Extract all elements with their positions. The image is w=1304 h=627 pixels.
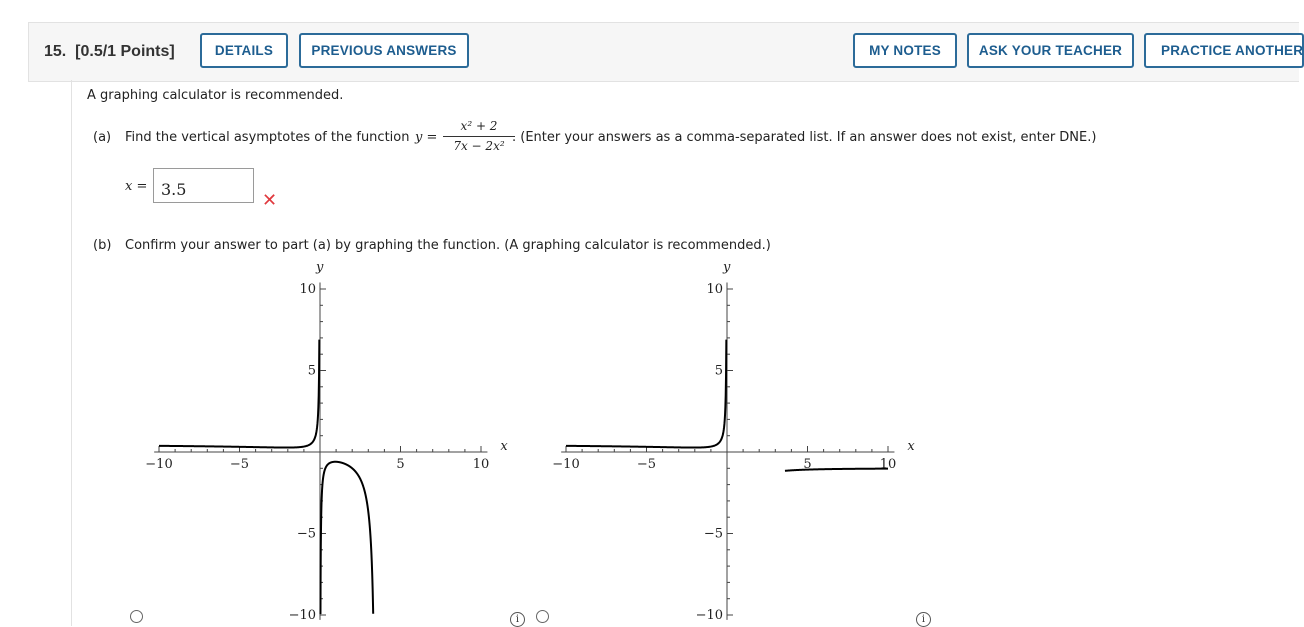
ask-your-teacher-button[interactable]: ASK YOUR TEACHER bbox=[967, 33, 1134, 68]
function-fraction bbox=[443, 118, 515, 154]
curve bbox=[159, 340, 319, 448]
y-tick-label: −10 bbox=[288, 608, 316, 623]
intro-text: A graphing calculator is recommended. bbox=[87, 88, 344, 103]
curve bbox=[566, 340, 726, 448]
question-number: 15. [0.5/1 Points] bbox=[44, 43, 175, 60]
curve bbox=[320, 462, 373, 614]
y-tick-label: −5 bbox=[703, 526, 723, 542]
x-tick-label: −10 bbox=[145, 457, 173, 472]
my-notes-button[interactable]: MY NOTES bbox=[853, 33, 957, 68]
x-axis-label: x bbox=[500, 439, 508, 454]
fraction-bar bbox=[443, 136, 515, 137]
part-a-prompt: Find the vertical asymptotes of the function bbox=[125, 130, 410, 145]
x-tick-label: −5 bbox=[636, 457, 657, 472]
graph-option-2 bbox=[547, 262, 917, 626]
x-axis-label: x bbox=[907, 439, 915, 454]
curve bbox=[785, 469, 888, 471]
graph-1-svg bbox=[140, 262, 510, 626]
x-tick-label: −10 bbox=[552, 457, 580, 472]
answer-label: x = bbox=[125, 179, 148, 194]
y-tick-label: −5 bbox=[296, 526, 316, 542]
y-tick-label: 5 bbox=[307, 363, 316, 379]
part-a-label: (a) bbox=[93, 130, 112, 145]
question-header bbox=[28, 22, 1304, 82]
info-icon[interactable]: i bbox=[510, 612, 525, 627]
practice-another-button[interactable]: PRACTICE ANOTHER bbox=[1144, 33, 1304, 68]
y-tick-label: 10 bbox=[706, 282, 723, 297]
x-tick-label: 10 bbox=[472, 457, 490, 472]
radio-option-1[interactable] bbox=[130, 610, 143, 623]
y-axis-label: y bbox=[316, 260, 324, 276]
previous-answers-button[interactable]: PREVIOUS ANSWERS bbox=[299, 33, 469, 68]
x-tick-label: −5 bbox=[229, 457, 250, 472]
x-tick-label: 5 bbox=[396, 457, 405, 472]
question-points: [0.5/1 Points] bbox=[75, 43, 175, 60]
incorrect-x-icon: ✕ bbox=[262, 190, 278, 211]
fraction-denominator: 7x − 2x² bbox=[453, 139, 505, 153]
part-b-label: (b) bbox=[93, 238, 112, 253]
x-tick-label: 5 bbox=[803, 457, 812, 472]
y-tick-label: −10 bbox=[695, 608, 723, 623]
radio-option-2[interactable] bbox=[536, 610, 549, 623]
y-tick-label: 10 bbox=[299, 282, 316, 297]
graph-option-1 bbox=[140, 262, 510, 626]
y-tick-label: 5 bbox=[714, 363, 723, 379]
y-equals: y = bbox=[415, 130, 438, 145]
info-icon[interactable]: i bbox=[916, 612, 931, 627]
fraction-numerator: x² + 2 bbox=[460, 119, 498, 133]
part-a-instructions: . (Enter your answers as a comma-separated list. If an answer does not exist, enter DNE.) bbox=[512, 130, 1097, 145]
y-axis-label: y bbox=[723, 260, 731, 276]
part-b-prompt: Confirm your answer to part (a) by graphing the function. (A graphing calculator is recommended.) bbox=[125, 238, 771, 253]
details-button[interactable]: DETAILS bbox=[200, 33, 288, 68]
x-tick-label: 10 bbox=[879, 457, 897, 472]
content-divider bbox=[71, 80, 72, 626]
graph-2-svg bbox=[547, 262, 917, 626]
answer-input[interactable] bbox=[153, 168, 254, 203]
